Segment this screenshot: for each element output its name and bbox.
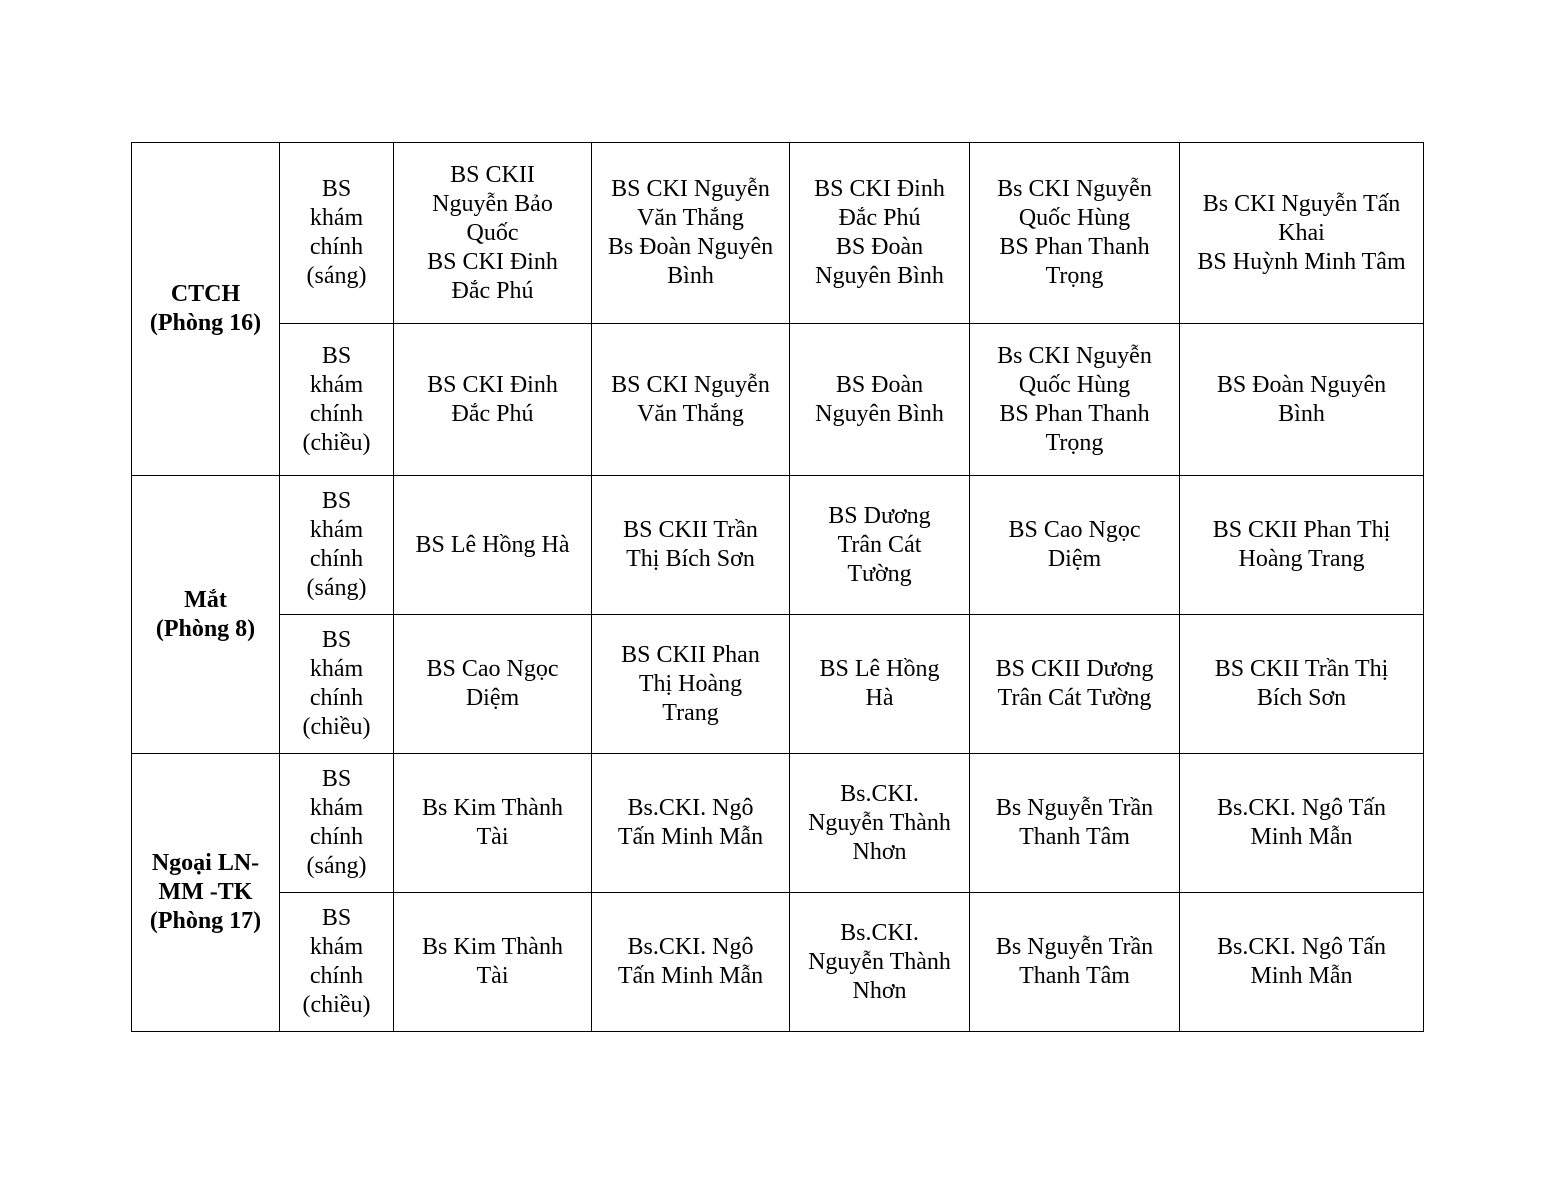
- doctor-cell: BS CKI Nguyễn Văn Thắng: [592, 324, 790, 476]
- table-row: [132, 893, 1424, 1032]
- doctor-cell: Bs CKI Nguyễn Quốc Hùng BS Phan Thanh Trọng: [970, 143, 1180, 324]
- department-cell: CTCH (Phòng 16): [132, 143, 280, 476]
- doctor-cell: BS CKI Đinh Đắc Phú: [394, 324, 592, 476]
- table-row: [132, 754, 1424, 893]
- doctor-cell: Bs Nguyễn Trần Thanh Tâm: [970, 893, 1180, 1032]
- doctor-cell: BS Lê Hồng Hà: [394, 476, 592, 615]
- doctor-cell: Bs Kim Thành Tài: [394, 893, 592, 1032]
- doctor-cell: BS Đoàn Nguyên Bình: [790, 324, 970, 476]
- department-cell: Mắt (Phòng 8): [132, 476, 280, 754]
- table-row: [132, 324, 1424, 476]
- doctor-cell: BS Cao Ngọc Diệm: [970, 476, 1180, 615]
- table-row: [132, 476, 1424, 615]
- doctor-cell: Bs.CKI. Ngô Tấn Minh Mẫn: [592, 754, 790, 893]
- doctor-cell: Bs Kim Thành Tài: [394, 754, 592, 893]
- table-row: [132, 143, 1424, 324]
- doctor-cell: BS CKII Trần Thị Bích Sơn: [592, 476, 790, 615]
- doctor-cell: Bs.CKI. Ngô Tấn Minh Mẫn: [592, 893, 790, 1032]
- doctor-cell: BS CKII Dương Trân Cát Tường: [970, 615, 1180, 754]
- doctor-cell: BS Dương Trân Cát Tường: [790, 476, 970, 615]
- doctor-cell: Bs CKI Nguyễn Tấn Khai BS Huỳnh Minh Tâm: [1180, 143, 1424, 324]
- session-cell: BS khám chính (sáng): [280, 754, 394, 893]
- doctor-cell: BS CKII Phan Thị Hoàng Trang: [1180, 476, 1424, 615]
- doctor-cell: BS Cao Ngọc Diệm: [394, 615, 592, 754]
- doctor-cell: BS Đoàn Nguyên Bình: [1180, 324, 1424, 476]
- doctor-cell: Bs.CKI. Ngô Tấn Minh Mẫn: [1180, 893, 1424, 1032]
- session-cell: BS khám chính (chiều): [280, 893, 394, 1032]
- session-cell: BS khám chính (chiều): [280, 615, 394, 754]
- session-cell: BS khám chính (sáng): [280, 476, 394, 615]
- doctor-cell: Bs.CKI. Nguyễn Thành Nhơn: [790, 754, 970, 893]
- doctor-cell: BS CKI Nguyễn Văn Thắng Bs Đoàn Nguyên Bình: [592, 143, 790, 324]
- doctor-cell: BS Lê Hồng Hà: [790, 615, 970, 754]
- doctor-cell: BS CKII Phan Thị Hoàng Trang: [592, 615, 790, 754]
- session-cell: BS khám chính (sáng): [280, 143, 394, 324]
- doctor-schedule-table: [131, 142, 1424, 1032]
- session-cell: BS khám chính (chiều): [280, 324, 394, 476]
- department-cell: Ngoại LN- MM -TK (Phòng 17): [132, 754, 280, 1032]
- doctor-cell: BS CKII Nguyễn Bảo Quốc BS CKI Đinh Đắc Phú: [394, 143, 592, 324]
- doctor-cell: Bs.CKI. Ngô Tấn Minh Mẫn: [1180, 754, 1424, 893]
- table-row: [132, 615, 1424, 754]
- doctor-cell: Bs CKI Nguyễn Quốc Hùng BS Phan Thanh Trọng: [970, 324, 1180, 476]
- doctor-cell: Bs.CKI. Nguyễn Thành Nhơn: [790, 893, 970, 1032]
- doctor-cell: BS CKI Đinh Đắc Phú BS Đoàn Nguyên Bình: [790, 143, 970, 324]
- doctor-cell: Bs Nguyễn Trần Thanh Tâm: [970, 754, 1180, 893]
- doctor-cell: BS CKII Trần Thị Bích Sơn: [1180, 615, 1424, 754]
